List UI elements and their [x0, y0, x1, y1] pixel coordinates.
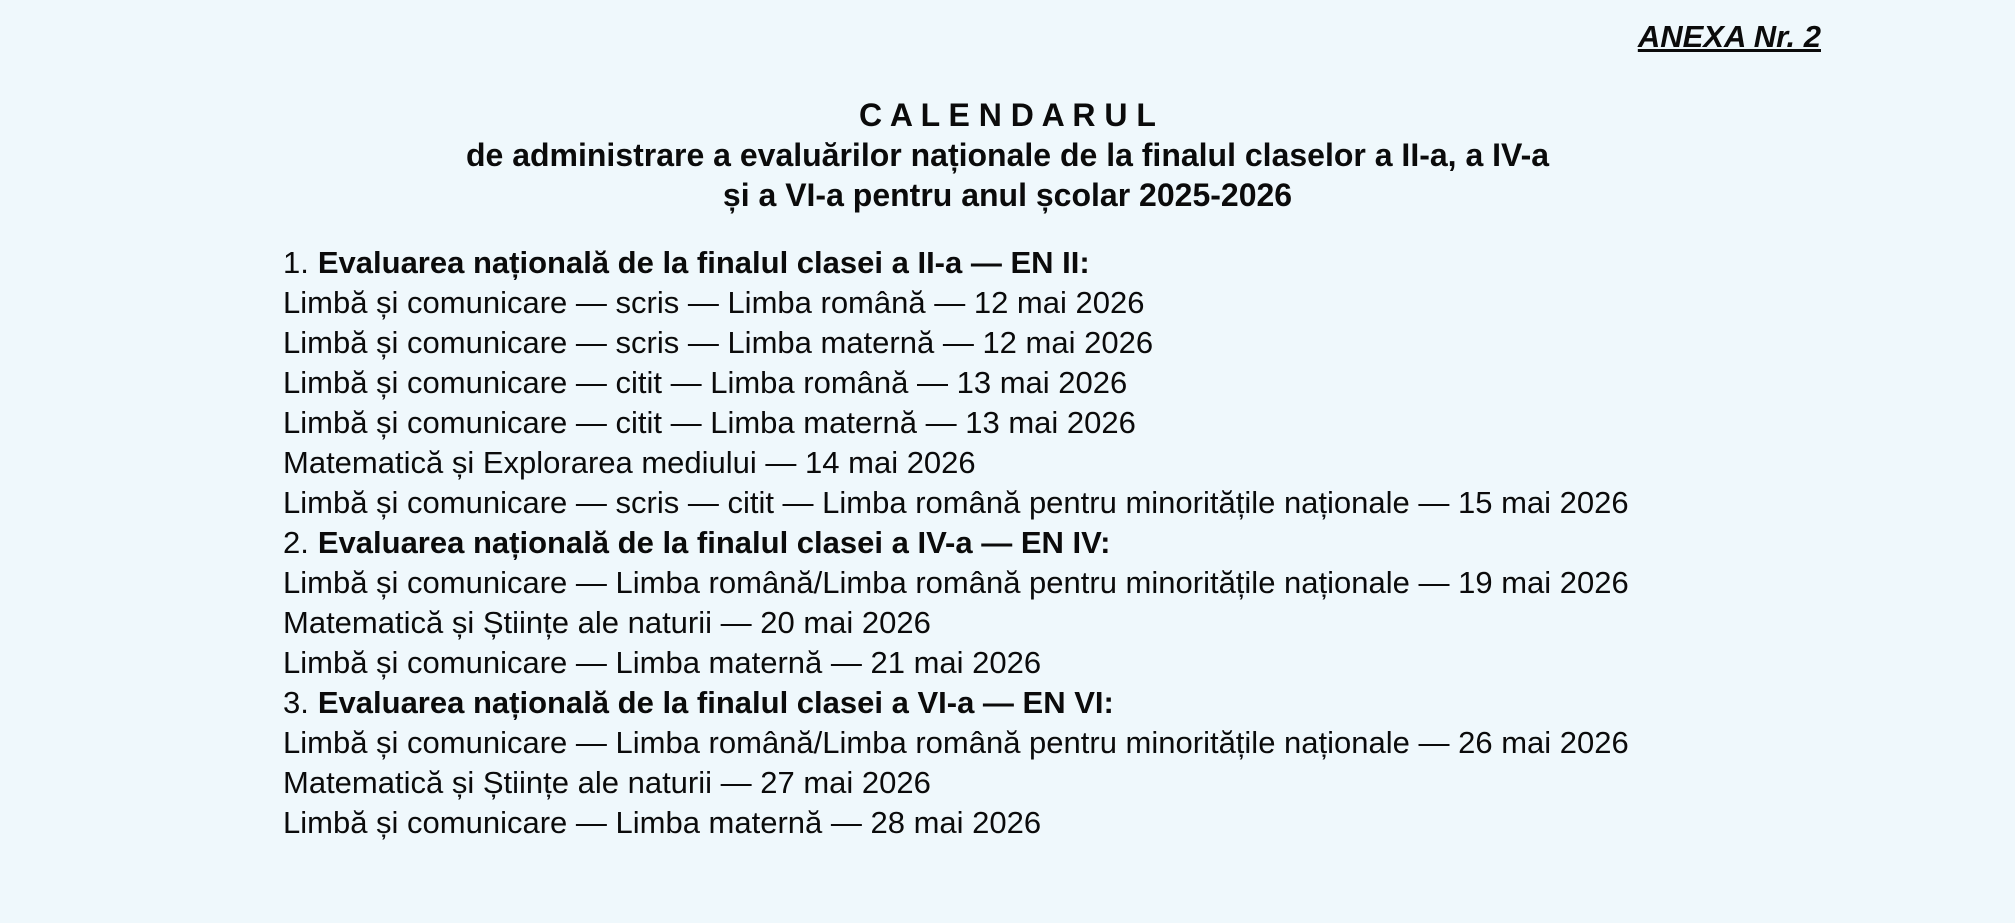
- section-2-number: 2.: [283, 525, 309, 560]
- exam-line: Limbă și comunicare — scris — citit — Limba română pentru minoritățile naționale — 15 mai 2026: [283, 485, 1629, 520]
- section-3-heading: [283, 683, 1895, 723]
- section-1-number: 1.: [283, 245, 309, 280]
- exam-line: Matematică și Științe ale naturii — 20 mai 2026: [283, 605, 931, 640]
- section-1-heading-text: Evaluarea națională de la finalul clasei a II-a — EN II:: [317, 245, 1090, 280]
- section-3-heading-text: Evaluarea națională de la finalul clasei a VI-a — EN VI:: [317, 685, 1114, 720]
- title-line-2: de administrare a evaluărilor naționale de la finalul claselor a II-a, a IV-a: [465, 137, 1550, 173]
- exam-line: Limbă și comunicare — Limba română/Limba română pentru minoritățile naționale — 26 mai 2026: [283, 725, 1629, 760]
- annex-label: ANEXA Nr. 2: [1637, 19, 1821, 54]
- section-2-heading: [283, 523, 1895, 563]
- section-2-heading-text: Evaluarea națională de la finalul clasei a IV-a — EN IV:: [317, 525, 1111, 560]
- exam-line: Limbă și comunicare — citit — Limba maternă — 13 mai 2026: [283, 405, 1136, 440]
- title-line-1: C A L E N D A R U L: [859, 97, 1156, 133]
- section-1-heading: [283, 243, 1895, 283]
- title-line-3: și a VI-a pentru anul școlar 2025-2026: [722, 177, 1293, 213]
- document-title: [0, 95, 2015, 215]
- section-3-number: 3.: [283, 685, 309, 720]
- calendar-content: [283, 243, 1895, 843]
- exam-line: Limbă și comunicare — citit — Limba română — 13 mai 2026: [283, 365, 1128, 400]
- exam-line: Limbă și comunicare — Limba maternă — 21 mai 2026: [283, 645, 1042, 680]
- exam-line: Matematică și Explorarea mediului — 14 mai 2026: [283, 445, 976, 480]
- exam-line: Matematică și Științe ale naturii — 27 mai 2026: [283, 765, 931, 800]
- exam-line: Limbă și comunicare — Limba română/Limba română pentru minoritățile naționale — 19 mai 2026: [283, 565, 1629, 600]
- exam-line: Limbă și comunicare — Limba maternă — 28 mai 2026: [283, 805, 1042, 840]
- exam-line: Limbă și comunicare — scris — Limba română — 12 mai 2026: [283, 285, 1145, 320]
- exam-line: Limbă și comunicare — scris — Limba maternă — 12 mai 2026: [283, 325, 1154, 360]
